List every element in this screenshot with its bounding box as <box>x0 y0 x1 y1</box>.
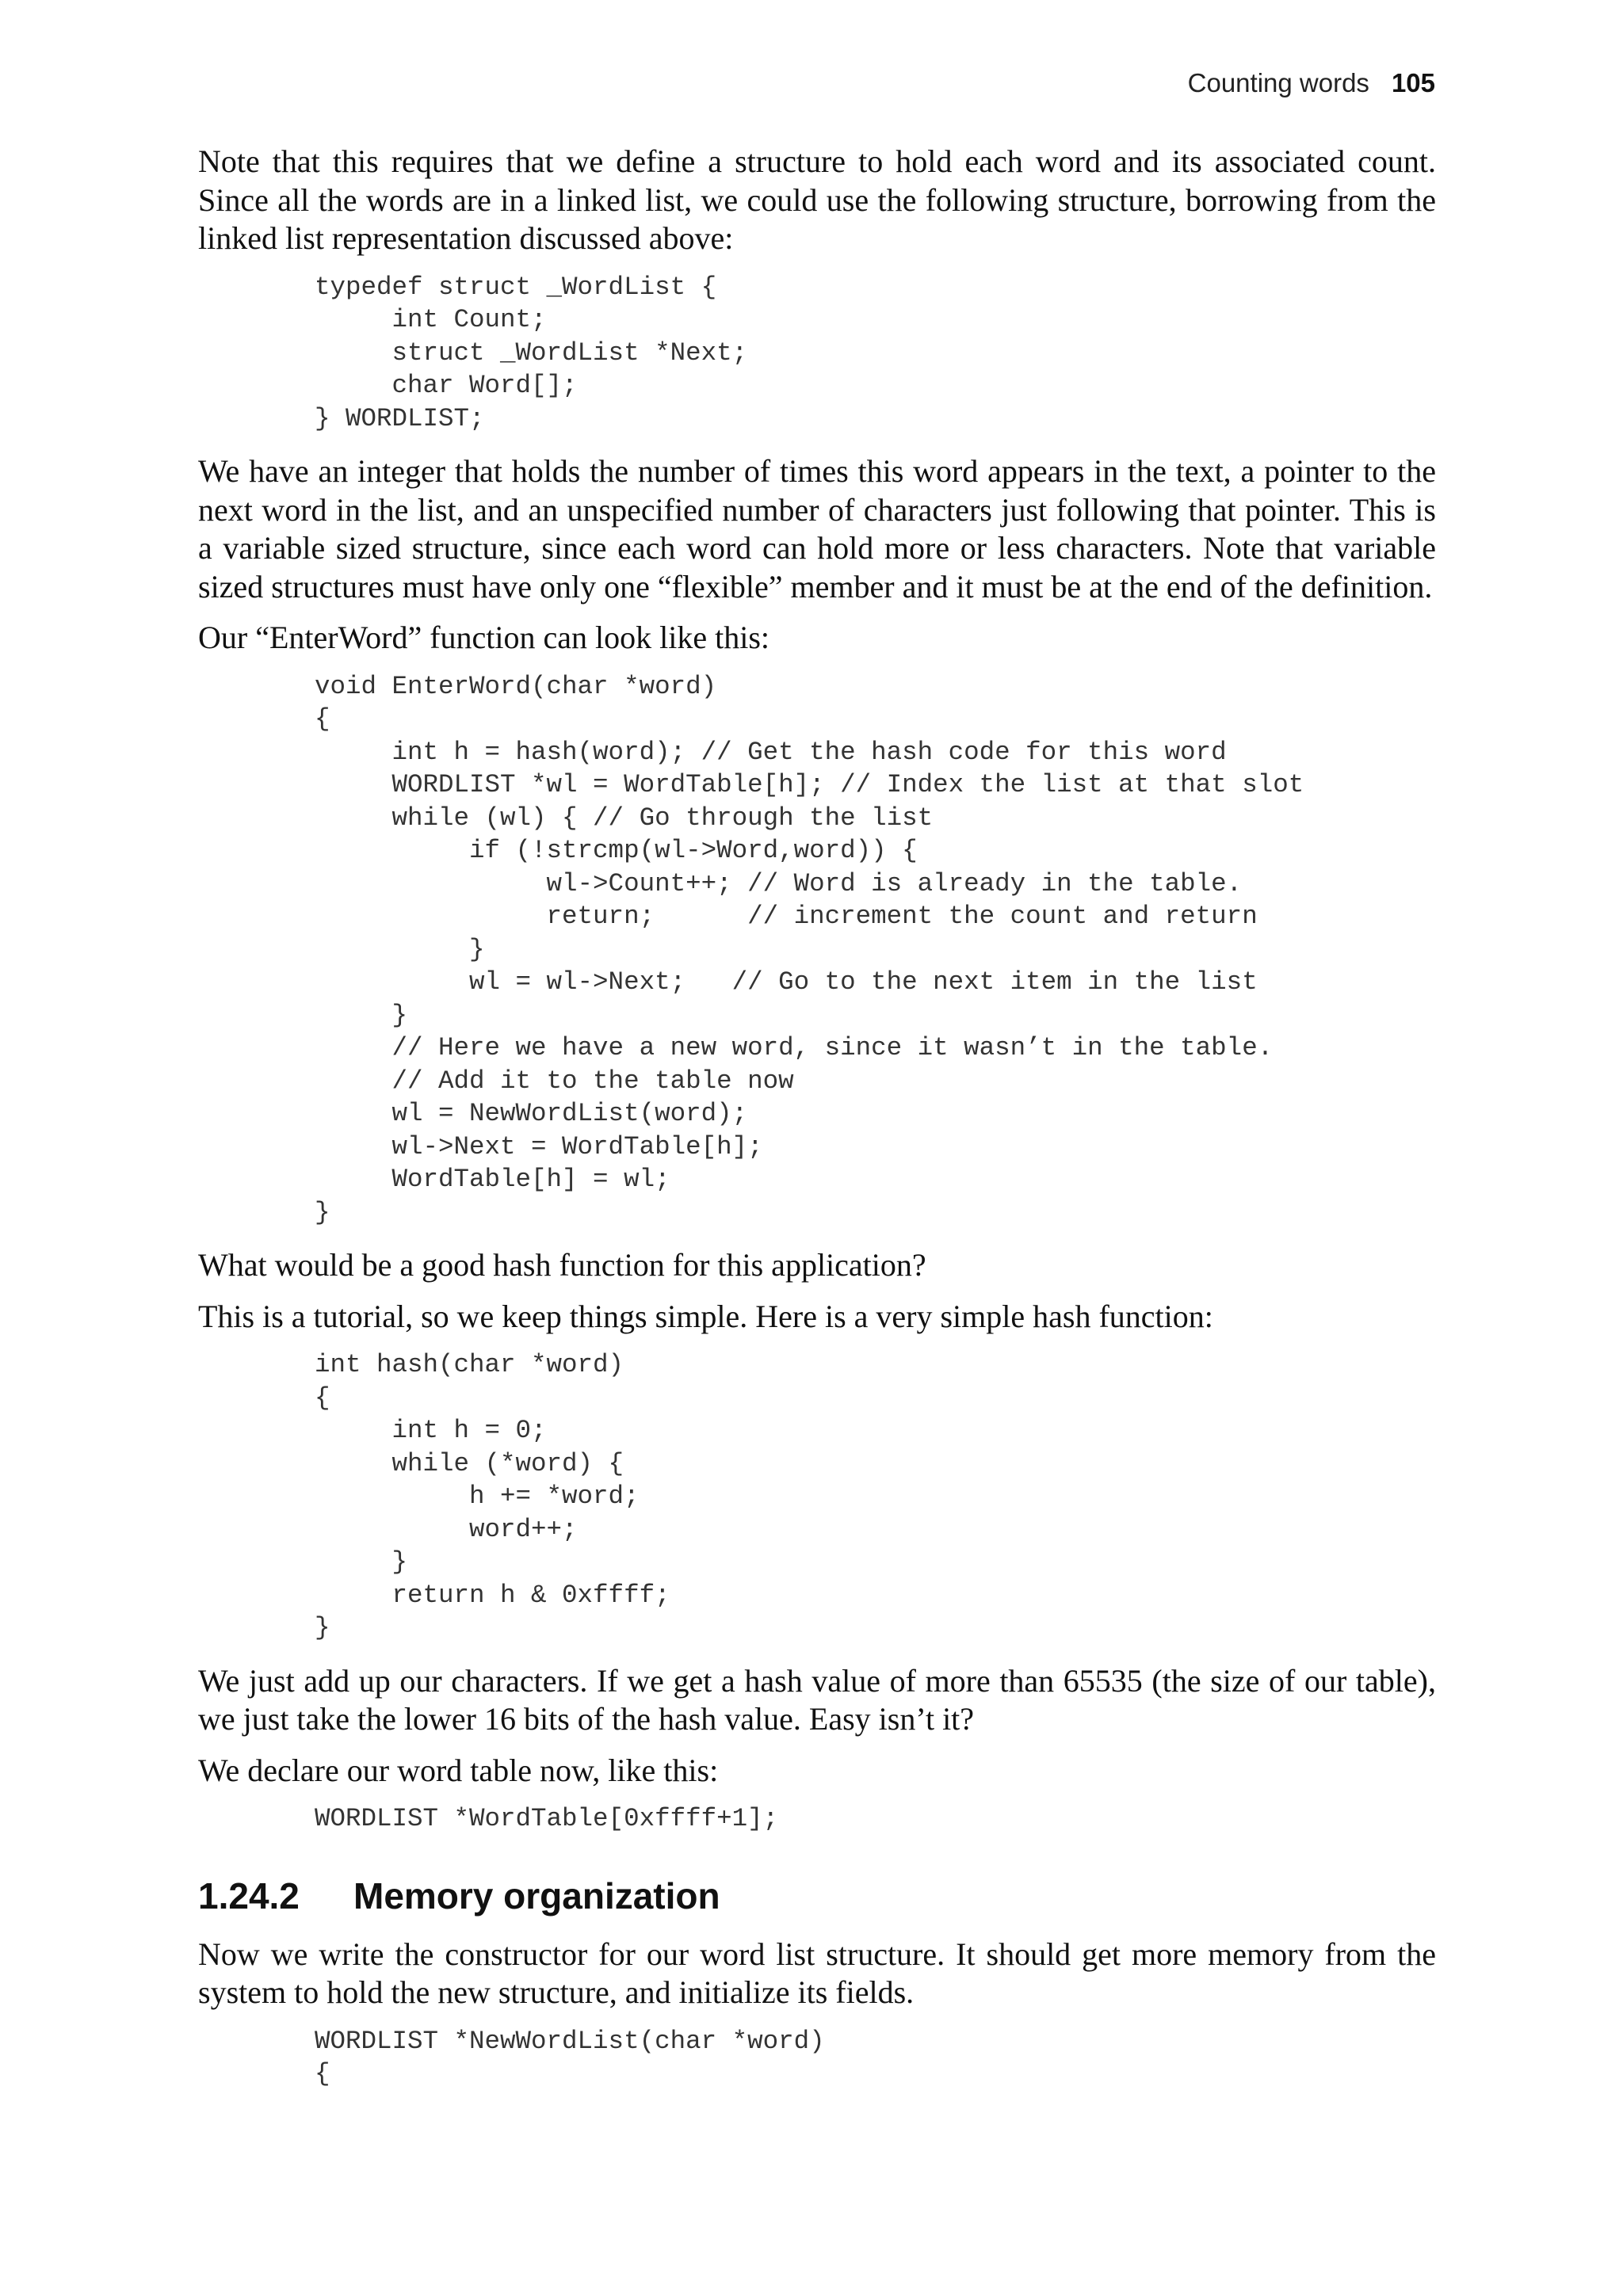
paragraph: Our “EnterWord” function can look like this: <box>198 620 770 655</box>
page-number: 105 <box>1391 68 1435 97</box>
paragraph: Now we write the constructor for our word list structure. It should get more memory from the system to hold the new structure, and initialize its fields. <box>198 1936 1436 2010</box>
paragraph: We have an integer that holds the number of times this word appears in the text, a pointer to the next word in the list, and an unspecified number of characters just following that pointer. This is a variable sized structure, since each word can hold more or less characters. Note that variable sized structures must have only one “flexible” member and it must be at the end of the definition. <box>198 453 1436 605</box>
running-title: Counting words <box>1187 68 1369 97</box>
code-block-wordtable: WORDLIST *WordTable[0xffff+1]; <box>315 1804 779 1833</box>
paragraph: Note that this requires that we define a structure to hold each word and its associated count. Since all the words are in a linked list, we could use the following structure, borrowing from the linked list representation discussed above: <box>198 143 1436 256</box>
code-block-hash: int hash(char *word) { int h = 0; while (*word) { h += *word; word++; } return h & 0xffff; } <box>315 1350 670 1642</box>
running-header <box>1188 68 1435 98</box>
paragraph: This is a tutorial, so we keep things simple. Here is a very simple hash function: <box>198 1298 1213 1334</box>
paragraph: What would be a good hash function for this application? <box>198 1247 926 1283</box>
section-heading <box>198 1874 1436 1918</box>
page-body <box>198 143 1436 2108</box>
paragraph: We declare our word table now, like this: <box>198 1752 719 1788</box>
paragraph: We just add up our characters. If we get a hash value of more than 65535 (the size of our table), we just take the lower 16 bits of the hash value. Easy isn’t it? <box>198 1662 1436 1737</box>
code-block-wordlist-struct: typedef struct _WordList { int Count; struct _WordList *Next; char Word[]; } WORDLIST; <box>315 272 748 433</box>
code-block-enterword: void EnterWord(char *word) { int h = hash(word); // Get the hash code for this word WORDLIST *wl = WordTable[h]; // Index the list at that slot while (wl) { // Go through the list if (!strcmp(wl->Word,word)) { wl->Count++; // Word is already in the table. return; // increment the count and return } wl = wl->Next; // Go to the next item in the list } // Here we have a new word, since it wasn’t in the table. // Add it to the table now wl = NewWordList(word); wl->Next = WordTable[h]; WordTable[h] = wl; } <box>315 671 1304 1227</box>
section-number: 1.24.2 <box>198 1875 300 1917</box>
code-block-newwordlist: WORDLIST *NewWordList(char *word) { <box>315 2026 825 2088</box>
section-title: Memory organization <box>353 1875 720 1917</box>
